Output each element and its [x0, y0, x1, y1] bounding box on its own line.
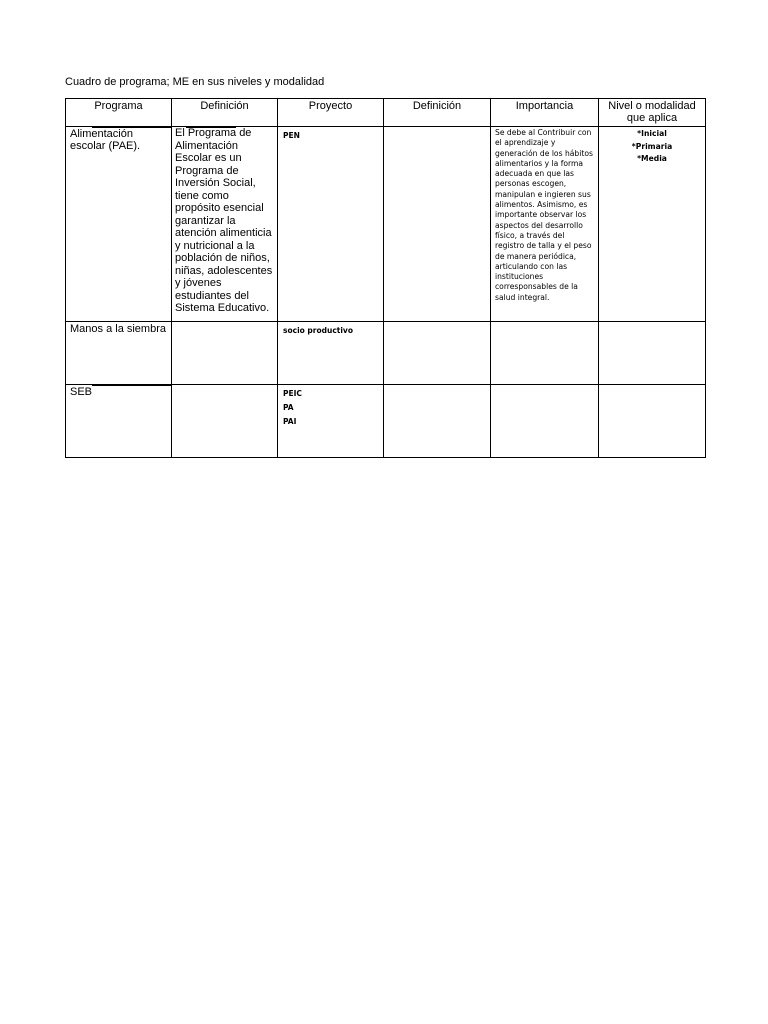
cell-proyecto: [278, 385, 384, 458]
programa-text: Alimentación escolar (PAE).: [70, 128, 141, 152]
header-proyecto: Proyecto: [278, 99, 384, 127]
cell-importancia: [491, 385, 599, 458]
programa-text: SEB: [70, 386, 93, 398]
nivel-item: *Media: [637, 154, 667, 163]
cell-importancia: [491, 127, 599, 322]
proyecto-item: PAI: [283, 417, 297, 426]
cell-definicion: [172, 385, 278, 458]
cell-proyecto: [278, 322, 384, 385]
underline-rule: [92, 385, 171, 386]
cell-nivel: [599, 322, 706, 385]
program-table: [65, 98, 706, 458]
proyecto-list: [278, 322, 383, 340]
nivel-item: *Primaria: [631, 141, 673, 151]
underline-rule: [186, 127, 236, 128]
cell-importancia: [491, 322, 599, 385]
cell-definicion: [172, 127, 278, 322]
underline-rule: [92, 127, 171, 128]
cell-definicion-2: [384, 385, 491, 458]
table-caption: Cuadro de programa; ME en sus niveles y modalidad: [65, 76, 325, 88]
header-nivel: Nivel o modalidad que aplica: [599, 99, 706, 127]
cell-programa: [66, 385, 172, 458]
table-row: [66, 385, 706, 458]
nivel-item: *Inicial: [637, 129, 667, 138]
importancia-text: Se debe al Contribuir con el aprendizaje y generación de los hábitos alimentarios y la forma adecuada en que las personas escogen, manipulan e ingieren sus alimentos. Asimismo, es importante observar los aspectos del desarrollo físico, a través del registro de talla y el peso de manera periódica, articulando con las instituciones corresponsables de la salud integral.: [495, 128, 593, 302]
cell-nivel: [599, 385, 706, 458]
cell-proyecto: [278, 127, 384, 322]
cell-definicion-2: [384, 127, 491, 322]
cell-definicion-2: [384, 322, 491, 385]
table-row: [66, 322, 706, 385]
header-row: [66, 99, 706, 127]
cell-programa: [66, 127, 172, 322]
proyecto-item: socio productivo: [283, 326, 353, 335]
proyecto-list: [278, 385, 383, 431]
cell-nivel: [599, 127, 706, 322]
programa-text: Manos a la siembra: [70, 323, 166, 335]
header-definicion: Definición: [172, 99, 278, 127]
cell-definicion: [172, 322, 278, 385]
definicion-text: El Programa de Alimentación Escolar es un Programa de Inversión Social, tiene como propósito esencial garantizar la atención alimenticia y nutricional a la población de niños, niñas, adolescentes y jóvenes estudiantes del Sistema Educativo.: [175, 127, 273, 314]
proyecto-item: PEN: [283, 131, 300, 140]
nivel-list: [599, 127, 705, 166]
proyecto-item: PA: [283, 403, 294, 412]
table-row: [66, 127, 706, 322]
header-definicion-2: Definición: [384, 99, 491, 127]
proyecto-list: [278, 127, 383, 145]
header-programa: Programa: [66, 99, 172, 127]
proyecto-item: PEIC: [283, 389, 302, 398]
cell-programa: [66, 322, 172, 385]
header-importancia: Importancia: [491, 99, 599, 127]
